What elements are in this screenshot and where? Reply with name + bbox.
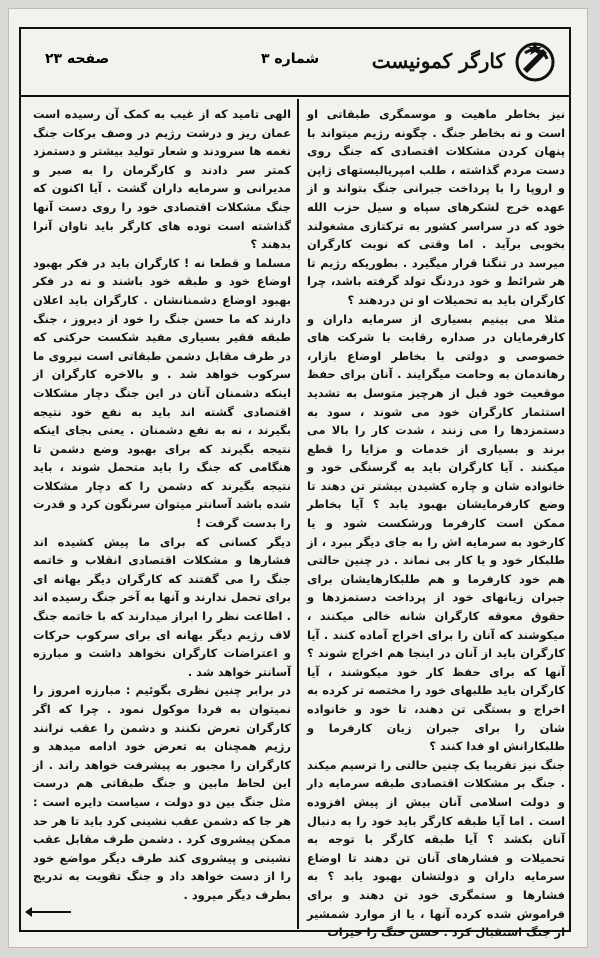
paragraph: جنگ نیز تقریبا یک چنین حالتی را ترسیم میکند . جنگ بر مشکلات اقتصادی طبقه سرمایه دار و دولت اسلامی آنان بیش از پیش افزوده است . اما آیا طبقه کارگر باید خود را به دنبال آنان بکشد ؟ آیا طبقه کارگر با توجه به تحمیلات و فشارهای آنان تن دهند تا اوضاع سرمایه داران و دولتشان بهبود یابد ؟ به فشارها و ستمگری خود تن دهند و برای فراموش شده کرده آنها ، یا از موارد شمشیر از جنگ استقبال کرد . حسن حنگ را خیرات bbox=[307, 757, 565, 940]
paragraph: در برابر چنین نظری بگوئیم : مبارزه امروز را نمیتوان به فردا موکول نمود . چرا که اگر کارگران تعرض نکنند و دشمن را عقب نرانند رژیم همچنان به تعرض خود ادامه میدهد و کارگران را مجبور به پیشرفت خواهد راند . از این لحاظ مابین و جنگ طبقاتی هم درست مثل جنگ بین دو دولت ، سیاست دایره است : هر جا که دشمن عقب نشینی کرد باید تا هر حد ممکن پیشروی کرد . دشمن طرف مقابل عقب نشینی و پیشروی کند طرف دیگر مواضع خود را از دست خواهد داد و جنگ تقویت به تدریج بطرف دیگر میرود . bbox=[33, 683, 291, 902]
newspaper-page bbox=[8, 8, 588, 948]
page-header bbox=[21, 29, 569, 97]
issue-number: شماره ۳ bbox=[261, 51, 320, 67]
continued-arrow-icon bbox=[31, 911, 71, 913]
column-divider bbox=[297, 99, 299, 929]
hammer-sickle-star-icon bbox=[513, 39, 557, 83]
left-column bbox=[33, 105, 291, 925]
paragraph: نیز بخاطر ماهیت و موسمگری طبقاتی او است و نه بخاطر جنگ . چگونه رژیم میتواند با پنهان کردن مشکلات اقتصادی که جنگ روی دست مردم گذاشته ، طلب امپریالیستهای ژاپن و اروپا را با پرداخت جبرانی جنگ بتواند و از عهده خرج لشکرهای سپاه و سیل حزب الله خود که در سراسر کشور به ترکتازی مشغولند بخوبی برآید . اما وقتی که نوبت کارگران میرسد در تنگنا قرار میگیرد . بطوریکه رژیم تا هر شرائط و خود دردنگ تولد گرفته باشد، چرا کارگران باید به تحمیلات او تن دردهند ؟ bbox=[307, 107, 565, 307]
page-frame bbox=[19, 27, 571, 940]
paragraph: مثلا می بینیم بسیاری از سرمایه داران و کارفرمایان در صداره رقابت با شرکت های خصوصی و دولتی با بخاطر اوضاع بازار، رهاندمان به وحامت میگرایند . آنان برای حفظ موقعیت خود قبل از هرچیز متوسل به تشدید استثمار کارگران خود می شوند ، سود به دستمزدها را می زنند ، شدت کار را بالا می برند و بسیاری از خدمات و مزایا را قطع میکنند . آیا کارگران باید به گرسنگی خود و خانواده شان و چاره کشیدن بیشتر تن دهند تا وضع کارفرمایشان بهبود یابد ؟ آیا بخاطر ممکن است کارفرما ورشکست شود و یا کارخود به سرمایه اش را به جای دیگر ببرد ، از طلبکار خود و یا کار بی نماند . در چنین حالتی هم خود کارفرما و هم طلبکارهایشان برای جبران زیانهای خود از پرداخت دستمزدها و حقوق معوقه کارگران شانه خالی میکنند ، میکوشند که آنان را برای اخراج آماده کنند . آیا کارگران باید از آنان در اینجا هم اخراج شوند ؟ آنها که برای حفظ کار خود میکوشند ، آیا کارگران باید طلبهای خود را مختصه تر کرده به اخراج و بستگی تن دهند، تا خود و خانواده شان را برای جبران زیان کارفرما و طلبکارانش او فدا کنند ؟ bbox=[307, 311, 565, 754]
paragraph: مسلما و قطعا نه ! کارگران باید در فکر بهبود اوضاع خود و طبقه خود باشند و نه در فکر بهبود اوضاع دشمنانشان . کارگران باید اعلان دارند که ما حسن جنگ را خود از دیروز ، جنگ طبقه فقیر بسیاری مفید شکست حرکتی که در طرف مقابل دشمن طبقاتی است نیروی ما سرکوب خواهد شد . و بالاخره کارگران از اینکه دشمنان آنان در این جنگ دچار مشکلات اقتصادی گشته اند باید به نفع خود نتیجه بگیرند ، نه به نفع دشمنان . یعنی بجای اینکه نتیجه بگیرند که برای بهبود وضع دشمن تا هنگامی که جنگ را باید متحمل شوند ، باید نتیجه بگیرند که دشمن را که دچار مشکلات شده باشد آسانتر میتوان سرنگون کرد و قدرت را بدست گرفت ! bbox=[33, 255, 291, 531]
paragraph: الهی تامید که از غیب به کمک آن رسیده است عمان ریز و درشت رژیم در وصف برکات جنگ نغمه ها سرودند و شعار تولید بیشتر و دستمزد کمتر سر دادند و کارگرمان را به صبر و مدیرانی و سرمایه داران گشت . آیا اکنون که جنگ مشکلات اقتصادی خود را روی دست آنها گذاشته است توده های کارگر باید تاوان آنرا بدهند ؟ bbox=[33, 107, 291, 252]
paragraph: دیگر کسانی که برای ما پیش کشیده اند فشارها و مشکلات اقتصادی انقلاب و خاتمه جنگ را می گفتند که کارگران دیگر بهانه ای برای تحمل ندارند و آنها به آخر جنگ رسیده اند . اطاعت نظر را ابراز میدارند که با خاتمه جنگ لاف رژیم دیگر بهانه ای برای سرکوب حرکات و اعتراضات کارگران نخواهد داشت و مبارزه آسانتر خواهد شد . bbox=[33, 534, 291, 679]
page-number: صفحه ۲۳ bbox=[45, 51, 110, 67]
right-column bbox=[307, 105, 565, 940]
masthead-title: کارگر کمونیست bbox=[371, 49, 505, 73]
